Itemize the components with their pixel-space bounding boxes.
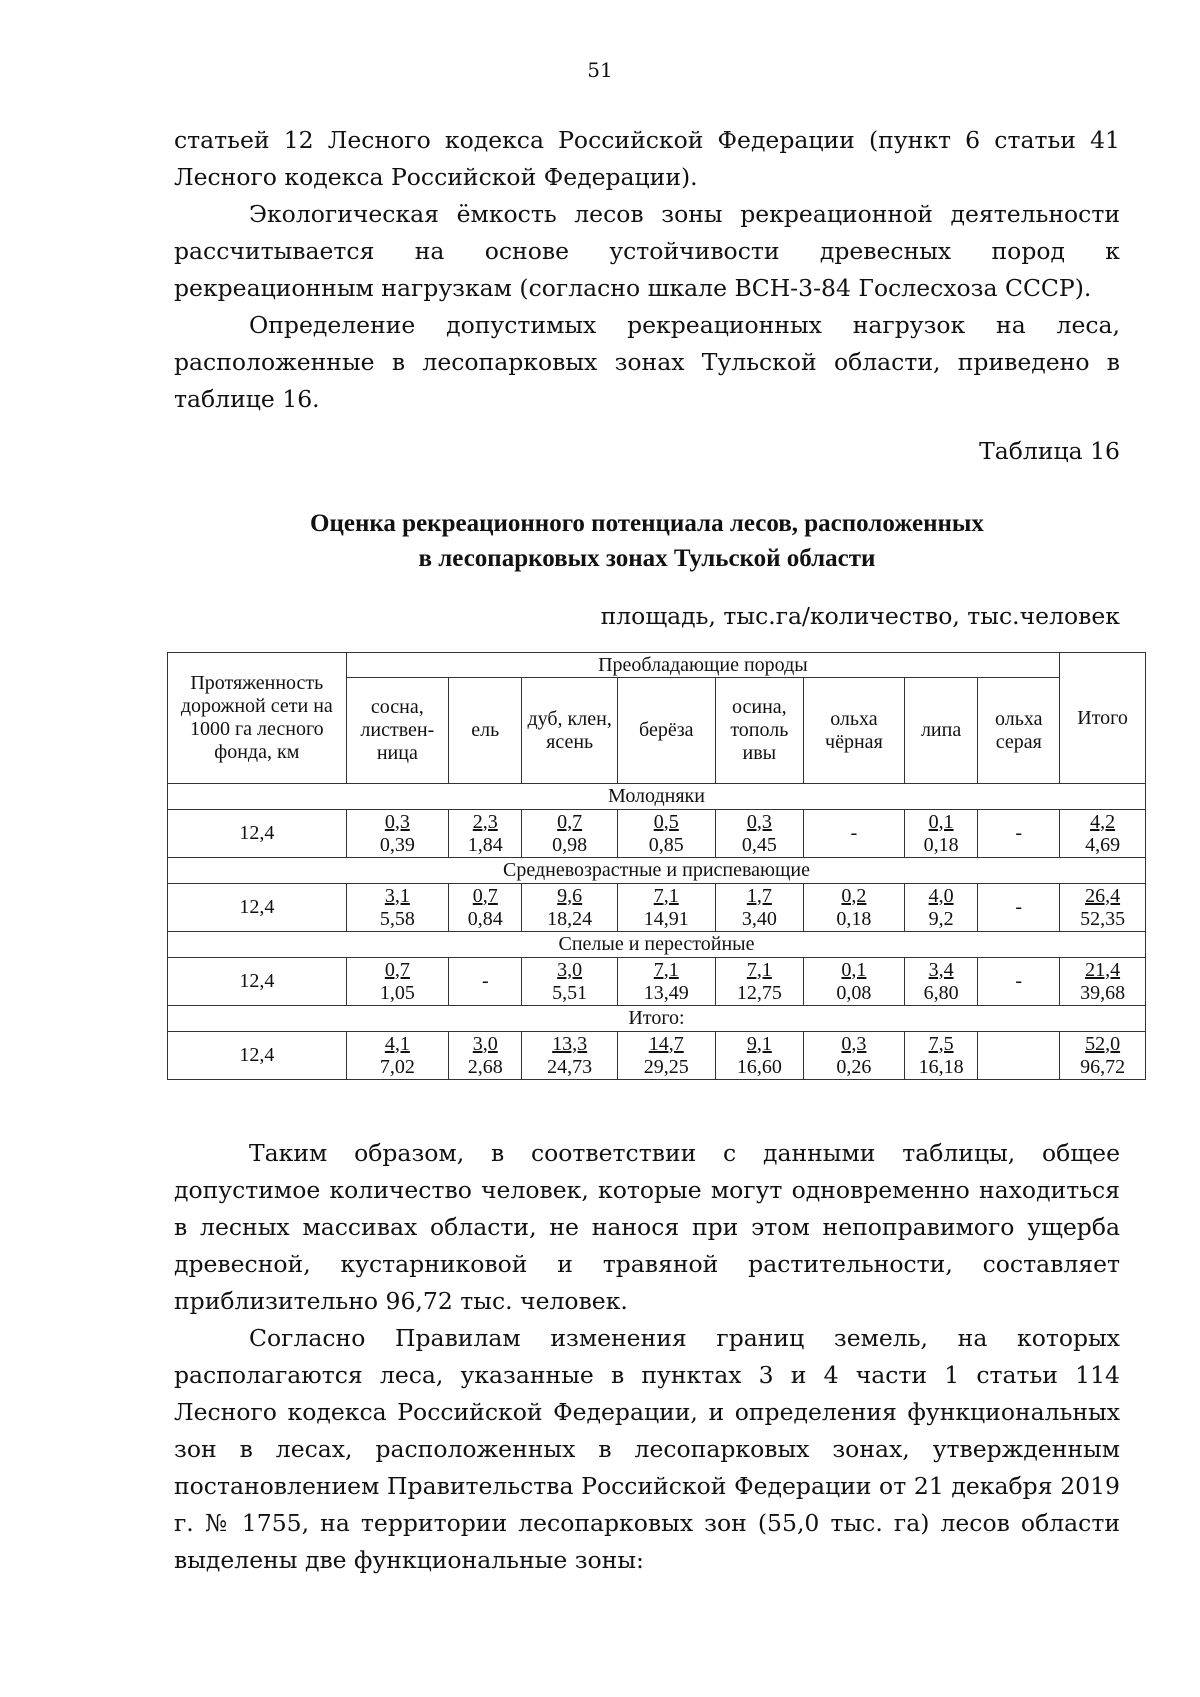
- header-species-7: липа: [904, 678, 977, 784]
- section-title: Итого:: [168, 1006, 1146, 1032]
- species-value-cell: [449, 810, 522, 858]
- species-value-cell: [803, 1032, 904, 1080]
- paragraph-conclusion: Таким образом, в соответствии с данными таблицы, общее допустимое количество человек, которые могут одновременно находиться в лесных массивах области, не нанося при этом непоправимого ущерба древесной, кустарниковой и травяной растительности, составляет приблизительно 96,72 тыс. человек.: [174, 1139, 1120, 1315]
- area-value: 4,2: [1090, 810, 1116, 833]
- section-title: Средневозрастные и приспевающие: [168, 858, 1146, 884]
- section-header-row: [168, 784, 1146, 810]
- species-value-cell: [617, 958, 715, 1006]
- area-value: 7,1: [653, 884, 679, 907]
- people-value: 29,25: [643, 1055, 689, 1078]
- header-species-4: берёза: [617, 678, 715, 784]
- people-value: 0,85: [648, 833, 684, 856]
- people-value: 39,68: [1080, 981, 1126, 1004]
- species-value-cell: [978, 958, 1060, 1006]
- species-value-cell: [522, 810, 617, 858]
- species-value-cell: [449, 884, 522, 932]
- total-cell: [1060, 958, 1146, 1006]
- total-cell: [1060, 1032, 1146, 1080]
- table-row: [168, 1032, 1146, 1080]
- road-density-cell: 12,4: [168, 810, 347, 858]
- species-value-cell: [978, 884, 1060, 932]
- people-value: 24,73: [547, 1055, 593, 1078]
- species-value-cell: [715, 810, 803, 858]
- species-value-cell: [346, 1032, 448, 1080]
- area-value: 0,7: [557, 810, 583, 833]
- section-title: Молодняки: [168, 784, 1146, 810]
- paragraph-intro: статьей 12 Лесного кодекса Российской Федерации (пункт 6 статьи 41 Лесного кодекса Российской Федерации).: [174, 126, 1120, 191]
- section-header-row: [168, 932, 1146, 958]
- area-value: 0,7: [472, 884, 498, 907]
- species-value-cell: [522, 1032, 617, 1080]
- area-value: 0,7: [384, 958, 410, 981]
- species-value-cell: [803, 958, 904, 1006]
- total-cell: [1060, 884, 1146, 932]
- people-value: 18,24: [547, 907, 593, 930]
- species-value-cell: [617, 884, 715, 932]
- area-value: 52,0: [1085, 1032, 1121, 1055]
- header-species-2: ель: [449, 678, 522, 784]
- table-title-line-2: в лесопарковых зонах Тульской области: [418, 545, 876, 572]
- people-value: 16,60: [736, 1055, 782, 1078]
- table-row: [168, 810, 1146, 858]
- area-value: 9,6: [557, 884, 583, 907]
- area-value: 0,3: [384, 810, 410, 833]
- people-value: 12,75: [736, 981, 782, 1004]
- empty-value-dash: -: [1015, 970, 1023, 992]
- table-units: площадь, тыс.га/количество, тыс.человек: [600, 602, 1120, 630]
- people-value: 5,58: [379, 907, 415, 930]
- section-title: Спелые и перестойные: [168, 932, 1146, 958]
- total-cell: [1060, 810, 1146, 858]
- people-value: 52,35: [1080, 907, 1126, 930]
- header-species-5: осина, тополь ивы: [715, 678, 803, 784]
- people-value: 96,72: [1080, 1055, 1126, 1078]
- paragraph-ecological-capacity: Экологическая ёмкость лесов зоны рекреационной деятельности рассчитывается на основе устойчивости древесных пород к рекреационным нагрузкам (согласно шкале ВСН-3-84 Гослесхоза СССР).: [174, 200, 1120, 302]
- road-density-cell: 12,4: [168, 958, 347, 1006]
- people-value: 0,39: [379, 833, 415, 856]
- people-value: 0,84: [467, 907, 503, 930]
- species-value-cell: [346, 958, 448, 1006]
- area-value: 3,4: [928, 958, 954, 981]
- area-value: 0,3: [746, 810, 772, 833]
- area-value: 7,1: [653, 958, 679, 981]
- table-row: [168, 958, 1146, 1006]
- header-species-group: Преобладающие породы: [346, 653, 1060, 678]
- section-header-row: [168, 858, 1146, 884]
- species-value-cell: [978, 810, 1060, 858]
- area-value: 0,5: [653, 810, 679, 833]
- header-species-1: сосна, листвен-ница: [346, 678, 448, 784]
- species-value-cell: [617, 810, 715, 858]
- area-value: 4,1: [384, 1032, 410, 1055]
- empty-value-dash: -: [850, 822, 858, 844]
- species-value-cell: [346, 884, 448, 932]
- area-value: 9,1: [746, 1032, 772, 1055]
- section-header-row: [168, 1006, 1146, 1032]
- species-value-cell: [522, 958, 617, 1006]
- road-density-cell: 12,4: [168, 884, 347, 932]
- species-value-cell: [978, 1032, 1060, 1080]
- species-value-cell: [803, 884, 904, 932]
- table-title: [174, 506, 1120, 576]
- species-value-cell: [803, 810, 904, 858]
- page-number: 51: [587, 58, 613, 82]
- species-value-cell: [904, 1032, 977, 1080]
- people-value: 0,18: [923, 833, 959, 856]
- area-value: 13,3: [552, 1032, 588, 1055]
- header-species-3: дуб, клен, ясень: [522, 678, 617, 784]
- species-value-cell: [904, 958, 977, 1006]
- empty-value-dash: -: [1015, 896, 1023, 918]
- people-value: 2,68: [467, 1055, 503, 1078]
- area-value: 2,3: [472, 810, 498, 833]
- header-species-6: ольха чёрная: [803, 678, 904, 784]
- area-value: 0,3: [841, 1032, 867, 1055]
- area-value: 7,5: [928, 1032, 954, 1055]
- table-label: Таблица 16: [979, 437, 1120, 465]
- people-value: 0,18: [836, 907, 872, 930]
- people-value: 14,91: [643, 907, 689, 930]
- area-value: 3,0: [472, 1032, 498, 1055]
- people-value: 1,84: [467, 833, 503, 856]
- people-value: 0,08: [836, 981, 872, 1004]
- road-density-cell: 12,4: [168, 1032, 347, 1080]
- people-value: 13,49: [643, 981, 689, 1004]
- species-value-cell: [904, 884, 977, 932]
- table-row: [168, 884, 1146, 932]
- recreation-table: [167, 652, 1146, 1080]
- people-value: 1,05: [379, 981, 415, 1004]
- people-value: 0,45: [741, 833, 777, 856]
- species-value-cell: [715, 1032, 803, 1080]
- people-value: 6,80: [923, 981, 959, 1004]
- people-value: 16,18: [918, 1055, 964, 1078]
- species-value-cell: [346, 810, 448, 858]
- species-value-cell: [449, 1032, 522, 1080]
- header-row-1: [168, 653, 1146, 678]
- paragraph-load-definition: Определение допустимых рекреационных нагрузок на леса, расположенные в лесопарковых зонах Тульской области, приведено в таблице 16.: [174, 311, 1120, 413]
- paragraph-functional-zones: Согласно Правилам изменения границ земель, на которых располагаются леса, указанные в пунктах 3 и 4 части 1 статьи 114 Лесного кодекса Российской Федерации, и определения функциональных зон в лесах, расположенных в лесопарковых зонах, утвержденным постановлением Правительства Российской Федерации от 21 декабря 2019 г. № 1755, на территории лесопарковых зон (55,0 тыс. га) лесов области выделены две функциональные зоны:: [174, 1324, 1120, 1574]
- area-value: 0,1: [928, 810, 954, 833]
- area-value: 14,7: [648, 1032, 684, 1055]
- empty-value-dash: -: [481, 970, 489, 992]
- people-value: 4,69: [1085, 833, 1121, 856]
- table-title-line-1: Оценка рекреационного потенциала лесов, расположенных: [310, 510, 984, 537]
- area-value: 0,2: [841, 884, 867, 907]
- people-value: 0,26: [836, 1055, 872, 1078]
- people-value: 9,2: [928, 907, 954, 930]
- area-value: 4,0: [928, 884, 954, 907]
- header-road-network: Протяженность дорожной сети на 1000 га лесного фонда, км: [168, 653, 347, 784]
- header-total: Итого: [1060, 653, 1146, 784]
- area-value: 0,1: [841, 958, 867, 981]
- species-value-cell: [522, 884, 617, 932]
- species-value-cell: [715, 884, 803, 932]
- people-value: 0,98: [552, 833, 588, 856]
- header-species-8: ольха серая: [978, 678, 1060, 784]
- people-value: 5,51: [552, 981, 588, 1004]
- empty-value-dash: -: [1015, 822, 1023, 844]
- species-value-cell: [617, 1032, 715, 1080]
- area-value: 1,7: [746, 884, 772, 907]
- area-value: 3,1: [384, 884, 410, 907]
- area-value: 3,0: [557, 958, 583, 981]
- area-value: 26,4: [1085, 884, 1121, 907]
- species-value-cell: [449, 958, 522, 1006]
- species-value-cell: [904, 810, 977, 858]
- species-value-cell: [715, 958, 803, 1006]
- people-value: 3,40: [741, 907, 777, 930]
- area-value: 21,4: [1085, 958, 1121, 981]
- people-value: 7,02: [379, 1055, 415, 1078]
- area-value: 7,1: [746, 958, 772, 981]
